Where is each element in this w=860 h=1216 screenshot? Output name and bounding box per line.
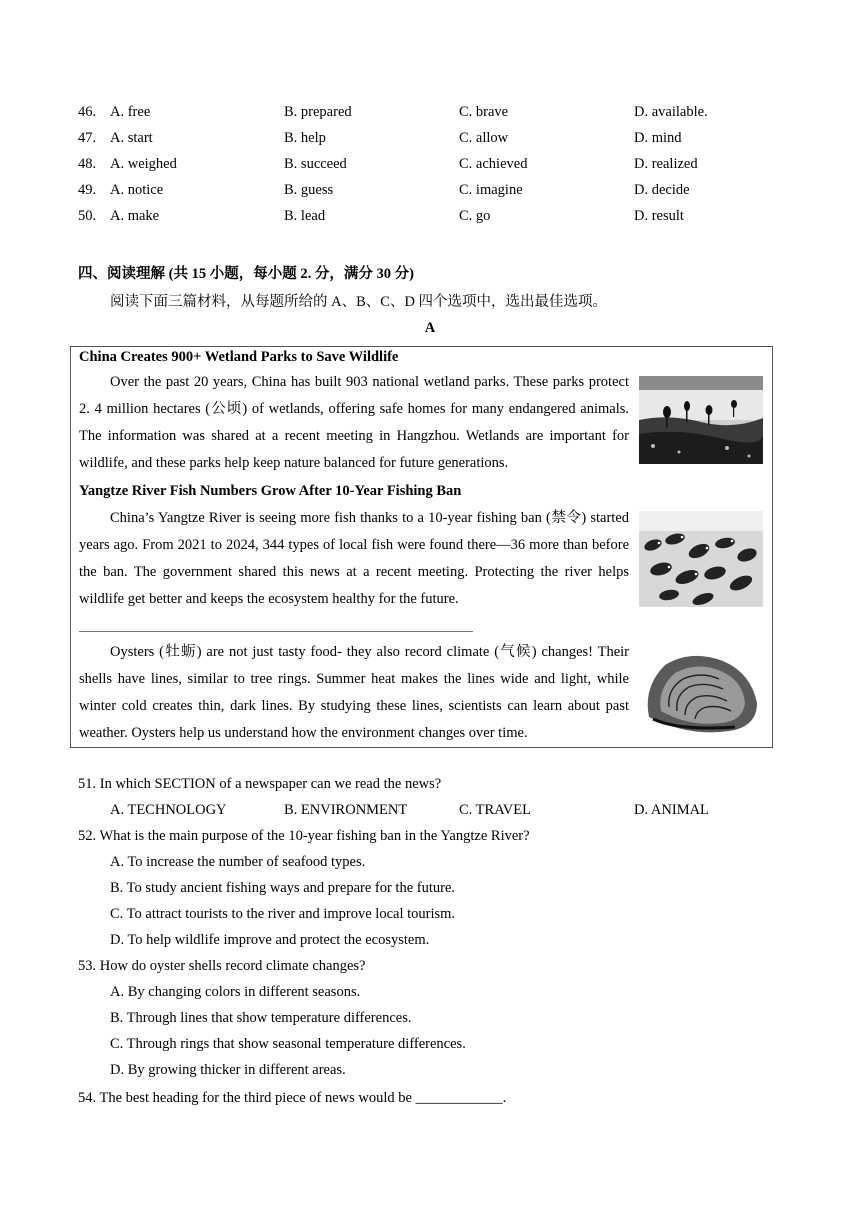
question-54-stem: 54. The best heading for the third piece of news would be ____________.	[78, 1090, 507, 1106]
option-c: C. To attract tourists to the river and improve local tourism.	[110, 906, 456, 922]
section-instruction: 阅读下面三篇材料，从每题所给的 A、B、C、D 四个选项中，选出最佳选项。	[110, 294, 608, 310]
option-a: A. weighed	[110, 156, 177, 172]
option-b: B. ENVIRONMENT	[284, 802, 408, 818]
option-b: B. lead	[284, 208, 326, 224]
news-title-yangtze: Yangtze River Fish Numbers Grow After 10-Year Fishing Ban	[79, 483, 462, 499]
question-number: 49.	[78, 182, 97, 198]
option-c: C. go	[459, 208, 491, 224]
question-number: 48.	[78, 156, 97, 172]
option-b: B. Through lines that show temperature differences.	[110, 1010, 412, 1026]
option-a: A. free	[110, 104, 151, 120]
wetland-birds-photo	[639, 376, 763, 464]
option-c: C. achieved	[459, 156, 528, 172]
option-d: D. By growing thicker in different areas.	[110, 1062, 346, 1078]
option-c: C. brave	[459, 104, 509, 120]
option-c: C. TRAVEL	[459, 802, 531, 818]
news-divider	[79, 631, 473, 632]
option-d: D. realized	[634, 156, 698, 172]
news-box	[70, 346, 773, 748]
option-a: A. To increase the number of seafood types.	[110, 854, 366, 870]
question-51-stem: 51. In which SECTION of a newspaper can we read the news?	[78, 776, 442, 792]
option-a: A. make	[110, 208, 160, 224]
option-a: A. By changing colors in different seasons.	[110, 984, 361, 1000]
option-c: C. Through rings that show seasonal temperature differences.	[110, 1036, 466, 1052]
question-number: 47.	[78, 130, 97, 146]
option-d: D. To help wildlife improve and protect the ecosystem.	[110, 932, 430, 948]
passage-letter: A	[424, 320, 436, 336]
cloze-row-46	[78, 104, 778, 126]
cloze-row-48	[78, 156, 778, 178]
option-b: B. succeed	[284, 156, 347, 172]
question-51-options	[0, 802, 860, 824]
option-d: D. available.	[634, 104, 708, 120]
option-b: B. help	[284, 130, 326, 146]
option-d: D. mind	[634, 130, 682, 146]
option-d: D. decide	[634, 182, 690, 198]
news-title-wetland: China Creates 900+ Wetland Parks to Save Wildlife	[79, 349, 399, 365]
news-text-oysters: Oysters (牡蛎) are not just tasty food- they also record climate (气候) changes! Their shells have lines, similar to tree rings. Summer heat makes the lines wide and light, while winter cold creates thin, dark lines. By studying these lines, scientists can learn about past weather. Oysters help us understand how the environment changes over time.	[79, 644, 629, 741]
option-a: A. notice	[110, 182, 164, 198]
option-d: D. ANIMAL	[634, 802, 709, 818]
question-53-stem: 53. How do oyster shells record climate changes?	[78, 958, 366, 974]
news-text-wetland: Over the past 20 years, China has built 903 national wetland parks. These parks protect 2. 4 million hectares (公顷) of wetlands, offering safe homes for many endangered animals. The information was shared at a recent meeting in Hangzhou. Wetlands are important for wildlife, and these parks help keep nature balanced for future generations.	[79, 374, 629, 471]
option-c: C. imagine	[459, 182, 523, 198]
news-text-yangtze: China’s Yangtze River is seeing more fish thanks to a 10-year fishing ban (禁令) started years ago. From 2021 to 2024, 344 types of local fish were found there—36 more than before the ban. The government shared this news at a recent meeting. Protecting the river helps wildlife get better and keeps the ecosystem healthy for the future.	[79, 510, 629, 607]
option-d: D. result	[634, 208, 684, 224]
section-heading: 四、阅读理解 (共 15 小题，每小题 2. 分，满分 30 分)	[78, 266, 414, 282]
option-c: C. allow	[459, 130, 509, 146]
option-a: A. TECHNOLOGY	[110, 802, 227, 818]
cloze-row-47	[78, 130, 778, 152]
question-52-stem: 52. What is the main purpose of the 10-year fishing ban in the Yangtze River?	[78, 828, 530, 844]
option-a: A. start	[110, 130, 153, 146]
option-b: B. prepared	[284, 104, 352, 120]
option-b: B. To study ancient fishing ways and prepare for the future.	[110, 880, 456, 896]
question-number: 46.	[78, 104, 97, 120]
option-b: B. guess	[284, 182, 334, 198]
oyster-shell-photo	[639, 647, 763, 735]
cloze-row-49	[78, 182, 778, 204]
school-of-fish-photo	[639, 511, 763, 607]
question-number: 50.	[78, 208, 97, 224]
cloze-row-50	[78, 208, 778, 230]
